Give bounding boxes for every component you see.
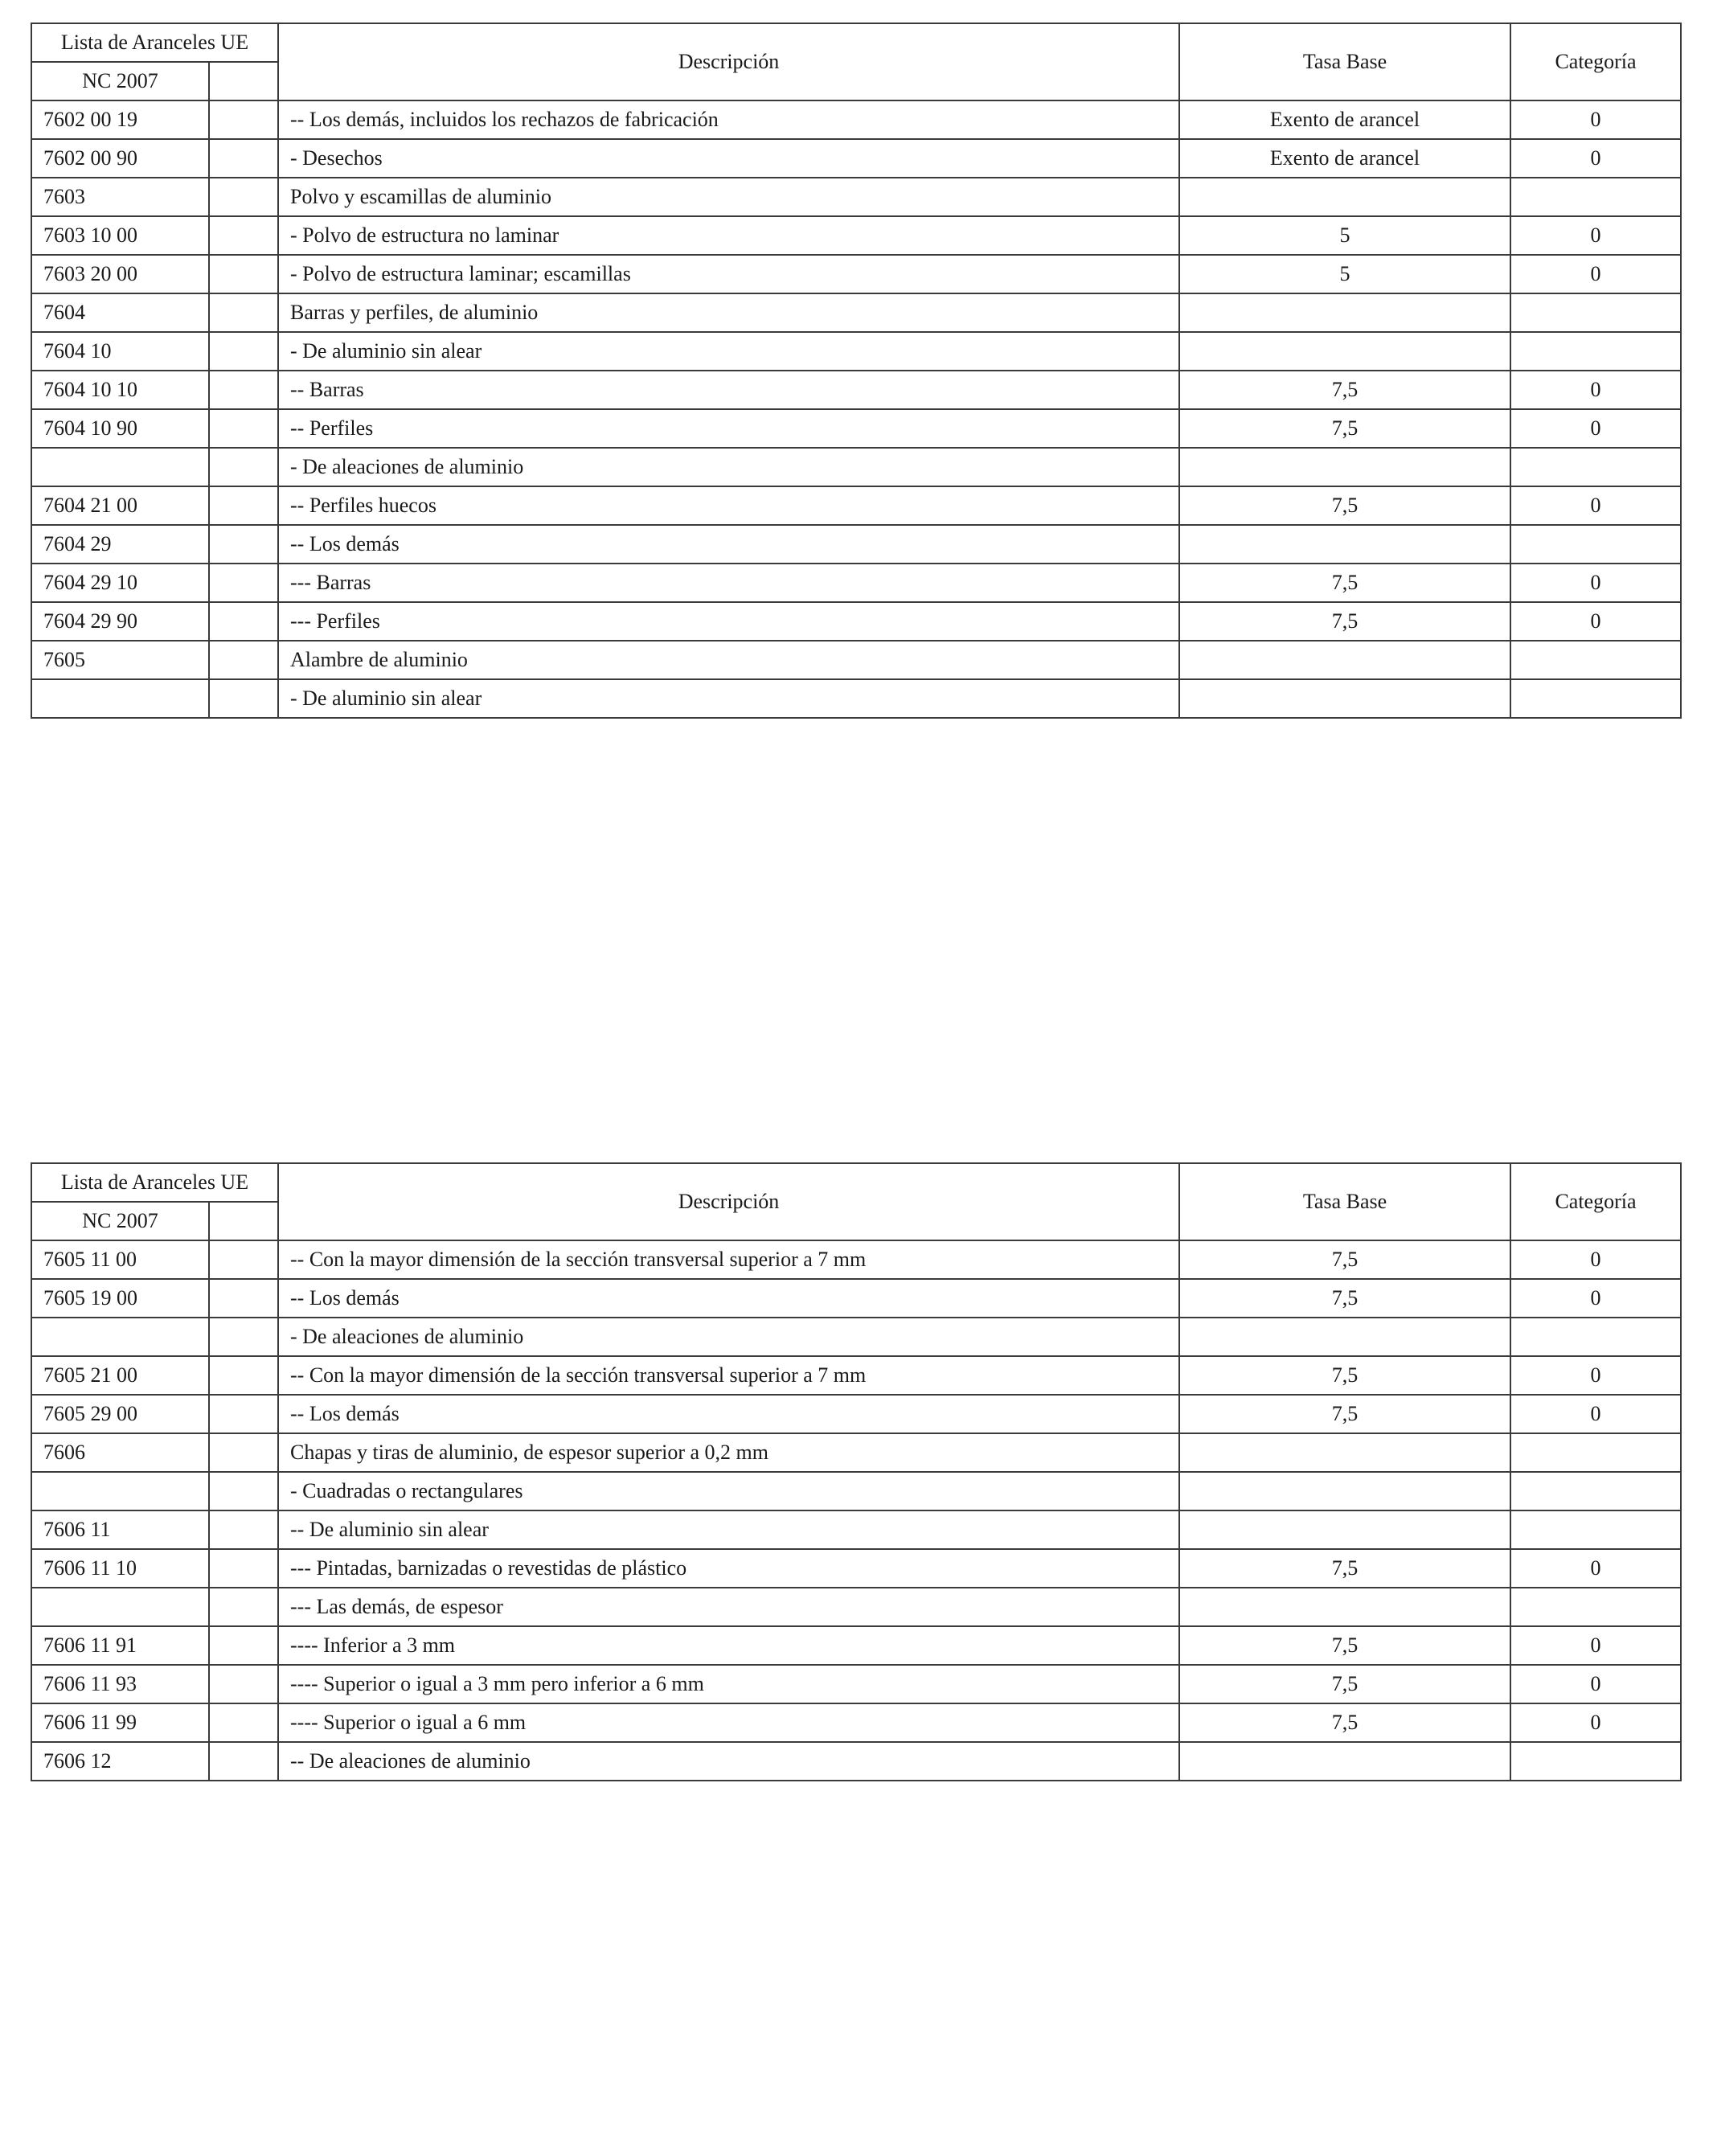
blank-cell (209, 1395, 278, 1433)
tasa-base-cell: 7,5 (1179, 1549, 1510, 1588)
description-cell: --- Las demás, de espesor (278, 1588, 1179, 1626)
nc-code-cell: 7602 00 19 (31, 100, 209, 139)
nc-code-cell: 7606 (31, 1433, 209, 1472)
nc-code-cell (31, 1318, 209, 1356)
categoria-cell (1510, 679, 1681, 718)
table-row (31, 1742, 1681, 1781)
blank-cell (209, 409, 278, 448)
categoria-cell: 0 (1510, 486, 1681, 525)
blank-cell (209, 1279, 278, 1318)
description-cell: -- Los demás (278, 1395, 1179, 1433)
description-cell: --- Barras (278, 564, 1179, 602)
nc-code-cell (31, 1588, 209, 1626)
table-row (31, 1665, 1681, 1703)
blank-cell (209, 293, 278, 332)
nc-code-cell: 7604 10 90 (31, 409, 209, 448)
description-cell: --- Perfiles (278, 602, 1179, 641)
description-cell: - Cuadradas o rectangulares (278, 1472, 1179, 1510)
table-row (31, 1240, 1681, 1279)
description-cell: -- Los demás (278, 525, 1179, 564)
categoria-cell (1510, 448, 1681, 486)
blank-cell (209, 1588, 278, 1626)
nc-code-cell: 7605 11 00 (31, 1240, 209, 1279)
blank-cell (209, 139, 278, 178)
categoria-cell: 0 (1510, 1356, 1681, 1395)
table-row (31, 1395, 1681, 1433)
table-row (31, 332, 1681, 371)
description-cell: ---- Superior o igual a 3 mm pero inferior a 6 mm (278, 1665, 1179, 1703)
categoria-cell: 0 (1510, 1240, 1681, 1279)
nc-code-cell (31, 1472, 209, 1510)
table-row (31, 1318, 1681, 1356)
blank-cell (209, 332, 278, 371)
header-tasa-base: Tasa Base (1179, 1163, 1510, 1240)
nc-code-cell (31, 679, 209, 718)
blank-cell (209, 371, 278, 409)
tasa-base-cell: 7,5 (1179, 1395, 1510, 1433)
blank-cell (209, 1703, 278, 1742)
description-cell: ---- Inferior a 3 mm (278, 1626, 1179, 1665)
description-cell: - De aleaciones de aluminio (278, 1318, 1179, 1356)
description-cell: -- Con la mayor dimensión de la sección transversal superior a 7 mm (278, 1240, 1179, 1279)
tasa-base-cell (1179, 1433, 1510, 1472)
tasa-base-cell (1179, 332, 1510, 371)
description-cell: Polvo y escamillas de aluminio (278, 178, 1179, 216)
categoria-cell: 0 (1510, 1279, 1681, 1318)
tasa-base-cell: 7,5 (1179, 1356, 1510, 1395)
nc-code-cell: 7604 29 (31, 525, 209, 564)
description-cell: Barras y perfiles, de aluminio (278, 293, 1179, 332)
description-cell: Chapas y tiras de aluminio, de espesor superior a 0,2 mm (278, 1433, 1179, 1472)
description-cell: -- De aleaciones de aluminio (278, 1742, 1179, 1781)
table-row (31, 1703, 1681, 1742)
categoria-cell (1510, 178, 1681, 216)
nc-code-cell: 7606 11 (31, 1510, 209, 1549)
tasa-base-cell (1179, 525, 1510, 564)
blank-cell (209, 1626, 278, 1665)
table-row (31, 139, 1681, 178)
table-row (31, 100, 1681, 139)
table-row (31, 1356, 1681, 1395)
nc-code-cell: 7603 20 00 (31, 255, 209, 293)
tasa-base-cell: 7,5 (1179, 602, 1510, 641)
table-row (31, 1279, 1681, 1318)
header-tasa-base: Tasa Base (1179, 23, 1510, 100)
nc-code-cell: 7606 11 93 (31, 1665, 209, 1703)
description-cell: -- Barras (278, 371, 1179, 409)
categoria-cell (1510, 641, 1681, 679)
description-cell: - Desechos (278, 139, 1179, 178)
categoria-cell: 0 (1510, 100, 1681, 139)
description-cell: - De aluminio sin alear (278, 679, 1179, 718)
nc-code-cell: 7604 (31, 293, 209, 332)
tasa-base-cell: 5 (1179, 255, 1510, 293)
description-cell: --- Pintadas, barnizadas o revestidas de plástico (278, 1549, 1179, 1588)
table-row (31, 602, 1681, 641)
tasa-base-cell (1179, 1588, 1510, 1626)
tasa-base-cell (1179, 1472, 1510, 1510)
table-row (31, 216, 1681, 255)
nc-code-cell: 7606 12 (31, 1742, 209, 1781)
blank-cell (209, 1549, 278, 1588)
categoria-cell: 0 (1510, 139, 1681, 178)
categoria-cell (1510, 525, 1681, 564)
nc-code-cell: 7605 (31, 641, 209, 679)
blank-cell (209, 1742, 278, 1781)
header-categoria: Categoría (1510, 23, 1681, 100)
nc-code-cell: 7604 10 (31, 332, 209, 371)
nc-code-cell: 7606 11 91 (31, 1626, 209, 1665)
tasa-base-cell: 7,5 (1179, 371, 1510, 409)
nc-code-cell: 7602 00 90 (31, 139, 209, 178)
table-row (31, 679, 1681, 718)
blank-cell (209, 1240, 278, 1279)
tasa-base-cell (1179, 1318, 1510, 1356)
categoria-cell: 0 (1510, 602, 1681, 641)
nc-code-cell: 7605 19 00 (31, 1279, 209, 1318)
tasa-base-cell: 7,5 (1179, 1626, 1510, 1665)
nc-code-cell: 7606 11 10 (31, 1549, 209, 1588)
nc-code-cell: 7604 10 10 (31, 371, 209, 409)
description-cell: - De aluminio sin alear (278, 332, 1179, 371)
nc-code-cell: 7606 11 99 (31, 1703, 209, 1742)
tasa-base-cell: 7,5 (1179, 409, 1510, 448)
tasa-base-cell: 7,5 (1179, 564, 1510, 602)
blank-cell (209, 641, 278, 679)
nc-code-cell: 7603 10 00 (31, 216, 209, 255)
table-row (31, 486, 1681, 525)
blank-cell (209, 525, 278, 564)
blank-cell (209, 486, 278, 525)
categoria-cell: 0 (1510, 1395, 1681, 1433)
tasa-base-cell (1179, 448, 1510, 486)
description-cell: Alambre de aluminio (278, 641, 1179, 679)
tasa-base-cell: 5 (1179, 216, 1510, 255)
tasa-base-cell: 7,5 (1179, 1665, 1510, 1703)
blank-cell (209, 1356, 278, 1395)
header-blank-cell (209, 62, 278, 100)
tariff-table-body (31, 1163, 1681, 1781)
blank-cell (209, 100, 278, 139)
tariff-table-2 (31, 1162, 1682, 1781)
table-row (31, 1588, 1681, 1626)
blank-cell (209, 1433, 278, 1472)
header-row (31, 23, 1681, 62)
description-cell: -- Con la mayor dimensión de la sección transversal superior a 7 mm (278, 1356, 1179, 1395)
tasa-base-cell (1179, 1742, 1510, 1781)
nc-code-cell: 7605 29 00 (31, 1395, 209, 1433)
tasa-base-cell: 7,5 (1179, 1279, 1510, 1318)
blank-cell (209, 255, 278, 293)
table-row (31, 564, 1681, 602)
blank-cell (209, 448, 278, 486)
description-cell: ---- Superior o igual a 6 mm (278, 1703, 1179, 1742)
tasa-base-cell (1179, 641, 1510, 679)
categoria-cell: 0 (1510, 564, 1681, 602)
nc-code-cell: 7603 (31, 178, 209, 216)
categoria-cell: 0 (1510, 255, 1681, 293)
blank-cell (209, 1510, 278, 1549)
table-row (31, 371, 1681, 409)
categoria-cell: 0 (1510, 371, 1681, 409)
table-row (31, 1472, 1681, 1510)
description-cell: - Polvo de estructura no laminar (278, 216, 1179, 255)
description-cell: - Polvo de estructura laminar; escamillas (278, 255, 1179, 293)
description-cell: -- Los demás (278, 1279, 1179, 1318)
header-row (31, 1163, 1681, 1202)
nc-code-cell: 7604 21 00 (31, 486, 209, 525)
tariff-table-1 (31, 23, 1682, 719)
description-cell: -- Perfiles (278, 409, 1179, 448)
blank-cell (209, 564, 278, 602)
table-row (31, 448, 1681, 486)
tasa-base-cell: 7,5 (1179, 1240, 1510, 1279)
categoria-cell (1510, 1472, 1681, 1510)
blank-cell (209, 602, 278, 641)
tasa-base-cell: 7,5 (1179, 486, 1510, 525)
nc-code-cell: 7605 21 00 (31, 1356, 209, 1395)
categoria-cell: 0 (1510, 1549, 1681, 1588)
tasa-base-cell (1179, 293, 1510, 332)
blank-cell (209, 679, 278, 718)
tasa-base-cell: Exento de arancel (1179, 139, 1510, 178)
tasa-base-cell: Exento de arancel (1179, 100, 1510, 139)
table-row (31, 178, 1681, 216)
table-row (31, 255, 1681, 293)
categoria-cell (1510, 293, 1681, 332)
nc-code-cell: 7604 29 90 (31, 602, 209, 641)
blank-cell (209, 1472, 278, 1510)
tasa-base-cell: 7,5 (1179, 1703, 1510, 1742)
tasa-base-cell (1179, 679, 1510, 718)
categoria-cell (1510, 1742, 1681, 1781)
tasa-base-cell (1179, 1510, 1510, 1549)
table-row (31, 1549, 1681, 1588)
table-row (31, 1510, 1681, 1549)
categoria-cell: 0 (1510, 1703, 1681, 1742)
categoria-cell (1510, 1510, 1681, 1549)
categoria-cell (1510, 1433, 1681, 1472)
tasa-base-cell (1179, 178, 1510, 216)
header-categoria: Categoría (1510, 1163, 1681, 1240)
header-descripcion: Descripción (278, 23, 1179, 100)
categoria-cell: 0 (1510, 216, 1681, 255)
nc-code-cell: 7604 29 10 (31, 564, 209, 602)
header-nc-2007: NC 2007 (31, 62, 209, 100)
table-row (31, 641, 1681, 679)
categoria-cell: 0 (1510, 409, 1681, 448)
description-cell: -- Perfiles huecos (278, 486, 1179, 525)
header-nc-2007: NC 2007 (31, 1202, 209, 1240)
description-cell: -- Los demás, incluidos los rechazos de fabricación (278, 100, 1179, 139)
categoria-cell (1510, 1588, 1681, 1626)
table-row (31, 1626, 1681, 1665)
blank-cell (209, 1665, 278, 1703)
table-row (31, 525, 1681, 564)
tariff-table-body (31, 23, 1681, 718)
categoria-cell: 0 (1510, 1626, 1681, 1665)
description-cell: - De aleaciones de aluminio (278, 448, 1179, 486)
table-row (31, 409, 1681, 448)
categoria-cell (1510, 1318, 1681, 1356)
blank-cell (209, 1318, 278, 1356)
blank-cell (209, 178, 278, 216)
table-row (31, 293, 1681, 332)
header-descripcion: Descripción (278, 1163, 1179, 1240)
header-lista: Lista de Aranceles UE (31, 1163, 278, 1202)
categoria-cell: 0 (1510, 1665, 1681, 1703)
categoria-cell (1510, 332, 1681, 371)
blank-cell (209, 216, 278, 255)
header-blank-cell (209, 1202, 278, 1240)
table-row (31, 1433, 1681, 1472)
nc-code-cell (31, 448, 209, 486)
header-lista: Lista de Aranceles UE (31, 23, 278, 62)
description-cell: -- De aluminio sin alear (278, 1510, 1179, 1549)
